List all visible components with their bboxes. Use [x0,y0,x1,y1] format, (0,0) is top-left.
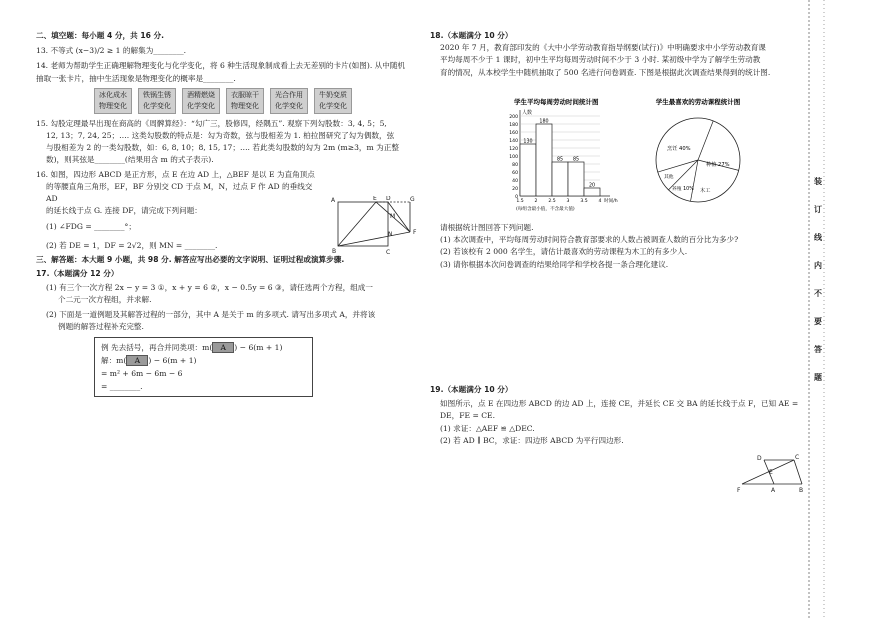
question-19-block [430,384,804,447]
question-16-line3: 的延长线于点 G. 连接 DF，请完成下列问题： [46,206,202,216]
question-18-line1: 2020 年 7 月，教育部印发的《大中小学劳动教育指导纲要(试行)》中明确要求中小学劳动教育课 [440,43,766,53]
example-line1: 例 先去括号，再合并同类项：m( A ) − 6(m + 1) [101,343,283,353]
svg-text:N: N [388,231,393,238]
y-tick-label: 120 [509,146,518,152]
svg-text:D: D [386,196,391,202]
svg-text:G: G [410,196,415,203]
y-tick-label: 140 [509,138,518,144]
y-tick-label: 200 [509,114,518,120]
bar [552,162,568,196]
bar-chart-title: 学生平均每周劳动时间统计图 [514,98,599,106]
y-tick-label: 80 [512,162,518,168]
question-18-part3: (3) 请你根据本次问卷调查的结果给同学和学校各提一条合理化建议. [440,259,669,269]
card: 铁锅生锈 化学变化 [138,88,176,114]
pie-label-qita: 其他 [664,175,674,180]
svg-text:F: F [413,229,417,236]
question-17-part1-line1: (1) 有三个一次方程 2x − y = 3 ①，x + y = 6 ②，x − 0.5y = 6 ③，请任选两个方程，组成一 [46,283,373,293]
svg-text:F: F [737,487,741,494]
x-tick-label: 4 [598,199,602,204]
question-15-line1: 15. 勾股定理最早出现在商高的《周髀算经》：“勾广三，股修四，经隅五”. 观察下列勾股数：3, 4, 5；5, [36,118,387,128]
question-18-title: 18.（本题满分 10 分） [430,31,513,40]
bar [584,188,600,196]
bar-chart [496,94,636,216]
pie-label-zhongzhi: 种植 27% [706,162,730,168]
question-13: 13. 不等式 (x−3)/2 ≥ 1 的解集为________. [36,46,187,56]
bar-value-label: 85 [572,157,580,163]
question-19-part2: (2) 若 AD ∥ BC，求证：四边形 ABCD 为平行四边形. [440,435,624,445]
bar-chart-ylabel: 人数 [522,110,533,116]
binding-char: 不 [814,288,822,298]
section2-title: 二、填空题：每小题 4 分，共 16 分. [36,31,165,40]
section3-title: 三、解答题：本大题 9 小题，共 98 分. 解答应写出必要的文字说明、证明过程或演算步骤. [36,254,345,264]
question-16-line2: 的等腰直角三角形，EF，BF 分别交 CD 于点 M，N，过点 F 作 AD 的垂线交 AD [46,181,313,204]
pie-label-yangzhi: 养殖 10% [672,187,694,192]
svg-text:C: C [795,454,800,461]
question-16-part1: (1) ∠FDG = ________°； [46,222,136,232]
question-18-line3: 育的情况，从本校学生中随机抽取了 500 名进行问卷调查. 下图是根据此次调查结果得到的统计图. [440,67,771,77]
svg-text:D: D [757,455,762,462]
question-17-title: 17.（本题满分 12 分） [36,269,119,279]
x-tick-label: 3 [566,199,570,204]
binding-char: 答 [814,344,822,354]
question-14: 14. 老师为帮助学生正确理解物理变化与化学变化，将 6 种生活现象制成看上去无差别的卡片(如图). 从中随机抽取一张卡片，抽中生活现象是物理变化的概率是________. [36,61,406,83]
y-tick-label: 180 [509,122,518,128]
y-tick-label: 20 [512,186,518,192]
y-tick-label: 0 [515,194,518,200]
binding-char: 线 [814,232,822,242]
card: 酒精燃烧 化学变化 [182,88,220,114]
bar-value-label: 180 [539,119,549,125]
bar [568,162,584,196]
x-tick-label: 2 [534,199,538,204]
bar-chart-note: (每组含最小值，不含最大值) [516,207,575,212]
question-18-part1: (1) 本次调查中，平均每周劳动时间符合教育部要求的人数占被调查人数的百分比为多少? [440,235,739,245]
card: 光合作用 化学变化 [270,88,308,114]
example-box [94,337,313,397]
question-18-line2: 平均每周不少于 1 课时，初中生平均每周劳动时间不少于 3 小时. 某初级中学为了解学生劳动教 [440,55,761,65]
binding-char: 装 [814,176,822,186]
x-tick-label: 2.5 [548,199,556,204]
y-tick-label: 100 [509,154,518,160]
question-18-part2: (2) 若该校有 2 000 名学生，请估计最喜欢的劳动课程为木工的有多少人. [440,247,688,257]
bar-value-label: 85 [556,157,564,163]
y-tick-label: 40 [512,178,518,184]
right-column [430,30,802,79]
bar [520,144,536,196]
question-18-prompt: 请根据统计图回答下列问题. [440,223,534,232]
y-tick-label: 60 [512,170,518,176]
svg-text:A: A [331,197,336,204]
bar-value-label: 130 [523,139,533,145]
question-17-part2-line2: 例题的解答过程补充完整. [58,321,144,331]
q16-figure [330,196,420,258]
question-17-part1-line2: 个二元一次方程组，并求解. [58,295,152,305]
question-15-line4: 数)，则其弦是________(结果用含 m 的式子表示). [46,155,214,165]
svg-text:A: A [771,487,776,494]
card: 牛奶变质 化学变化 [314,88,352,114]
highlight-a: A [126,355,148,366]
card-row [94,88,408,114]
highlight-a: A [212,342,234,353]
q19-figure [736,452,808,494]
binding-char: 题 [814,372,822,382]
question-17-part2-line1: (2) 下面是一道例题及其解答过程的一部分，其中 A 是关于 m 的多项式. 请写出多项式 A，并将该 [46,309,376,319]
svg-text:E: E [373,196,377,202]
question-16-part2: (2) 若 DE = 1，DF = 2√2，则 MN = ________. [46,240,218,250]
pie-chart [642,94,754,216]
card: 冰化成水 物理变化 [94,88,132,114]
card: 衣服晾干 物理变化 [226,88,264,114]
pie-chart-title: 学生最喜欢的劳动课程统计图 [655,98,741,106]
binding-line [806,0,846,619]
svg-text:M: M [390,213,396,220]
bar-value-label: 20 [588,183,596,189]
pie-label-mugong: 木工 [700,188,711,194]
example-line3: = m² + 6m − 6m − 6 [101,369,183,379]
y-tick-label: 160 [509,130,518,136]
binding-char: 要 [814,316,822,326]
svg-text:B: B [332,248,337,255]
question-15-line2: 12, 13；7, 24, 25；…. 这类勾股数的特点是：勾为奇数，弦与股相差为 1. 柏拉图研究了勾为偶数，弦 [46,131,395,141]
x-tick-label: 3.5 [580,199,588,204]
svg-text:E: E [769,469,773,476]
binding-char: 订 [814,204,822,214]
x-tick-label: 1.5 [516,199,524,204]
example-line2: 解：m( A ) − 6(m + 1) [101,356,197,366]
question-19-line2: DE，FE = CE. [440,411,495,421]
question-19-line1: 如图所示，点 E 在四边形 ABCD 的边 AD 上，连接 CE，并延长 CE 交 BA 的延长线于点 F，已知 AE = [440,399,799,409]
bar-chart-xlabel: 时间/h [604,199,618,204]
question-15-line3: 与股相差为 2 的一类勾股数，如：6, 8, 10；8, 15, 17；…. 若此类勾股数的勾为 2m (m≥3，m 为正整 [46,143,399,153]
question-18-tail [430,222,802,271]
binding-char: 内 [814,260,822,270]
question-16-line1: 16. 如图，四边形 ABCD 是正方形，点 E 在边 AD 上，△BEF 是以 E 为直角顶点 [36,169,315,179]
svg-text:C: C [386,249,391,256]
svg-text:B: B [799,487,804,494]
bar [536,124,552,196]
question-19-title: 19.（本题满分 10 分） [430,385,513,394]
example-line4: = ________. [101,382,143,392]
pie-label-pengren: 烹饪 40% [667,146,691,152]
question-19-part1: (1) 求证：△AEF ≌ △DEC. [440,423,535,433]
